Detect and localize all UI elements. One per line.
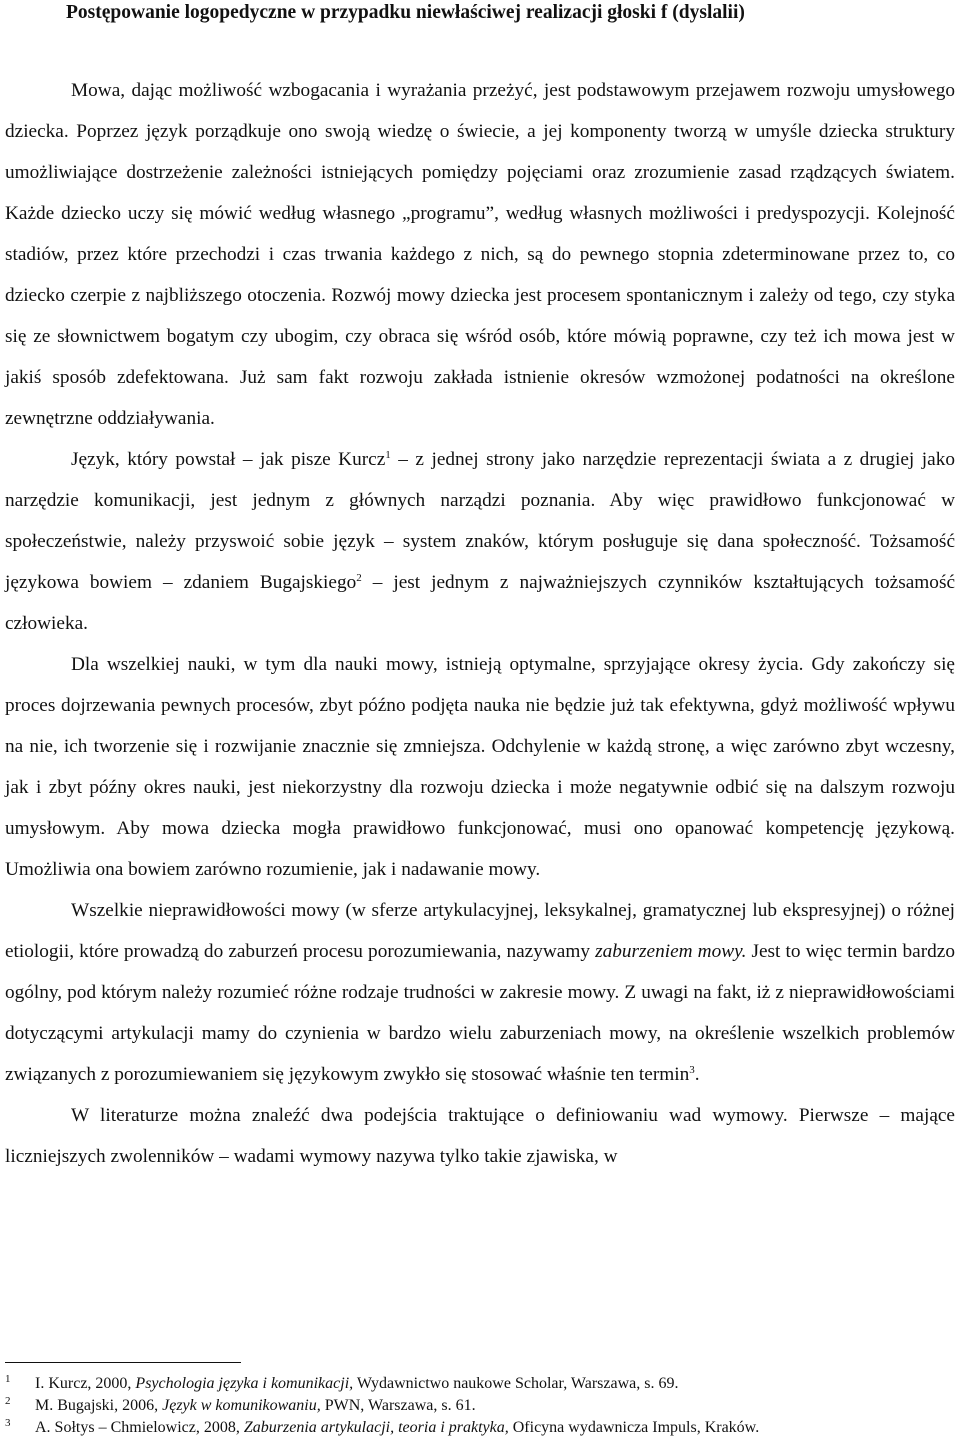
paragraph — [5, 1095, 955, 1177]
footnote-ref: 2 — [356, 572, 362, 584]
text-run: – jest jednym z najważniejszych czynników kształtujących tożsamość człowieka. — [5, 572, 956, 634]
footnote — [5, 1373, 955, 1395]
paragraph — [5, 890, 955, 1095]
text-run: M. Bugajski, 2006, — [35, 1397, 163, 1414]
footnote — [5, 1417, 955, 1439]
text-run: A. Sołtys – Chmielowicz, 2008, — [35, 1419, 244, 1436]
paragraph — [5, 644, 955, 890]
footnote-separator — [5, 1362, 241, 1363]
italic-text: zaburzeniem mowy. — [595, 941, 747, 962]
text-run: Mowa, dając możliwość wzbogacania i wyrażania przeżyć, jest podstawowym przejawem rozwoju umysłowego dziecka. Poprzez język porządkuje ono swoją wiedzę o świecie, a jej komponenty tworzą w umyśle dziecka struktury umożliwiające dostrzeżenie zależności istniejących pomiędzy pojęciami oraz zrozumienie zasad rządzących światem. Każde dziecko uczy się mówić według własnego „programu”, według własnych możliwości i predyspozycji. Kolejność stadiów, przez które przechodzi i czas trwania każdego z nich, są do pewnego stopnia zdeterminowane przez to, co dziecko czerpie z najbliższego otoczenia. Rozwój mowy dziecka jest procesem spontanicznym i zależy od tego, czy styka się ze słownictwem bogatym czy ubogim, czy obraca się wśród osób, które mówią poprawne, czy też ich mowa jest w jakiś sposób zdefektowana. Już sam fakt rozwoju zakłada istnienie okresów wzmożonej podatności na określone zewnętrzne oddziaływania. — [5, 80, 955, 429]
italic-text: Psychologia języka i komunikacji, — [135, 1375, 354, 1392]
footnote-ref: 1 — [385, 449, 391, 461]
footnotes — [5, 1373, 955, 1439]
document-body — [5, 70, 955, 1177]
footnote-ref: 3 — [689, 1064, 695, 1076]
text-run: – z jednej strony jako narzędzie reprezentacji świata a z drugiej jako narzędzie komunikacji, jest jednym z głównych narządzi poznania. Aby więc prawidłowo funkcjonować w społeczeństwie, należy przyswoić sobie język – system znaków, którym posługuje się dana społeczność. Tożsamość językowa bowiem – zdaniem Bugajskiego — [5, 449, 955, 593]
text-run: Wszelkie nieprawidłowości mowy (w sferze artykulacyjnej, leksykalnej, gramatycznej lub ekspresyjnej) o różnej etiologii, które prowadzą do zaburzeń procesu porozumiewania, nazywamy — [5, 900, 955, 962]
footnote-number: 3 — [5, 1417, 11, 1429]
paragraph — [5, 439, 955, 644]
footnote-number: 1 — [5, 1373, 11, 1385]
text-run: Oficyna wydawnicza Impuls, Kraków. — [508, 1419, 760, 1436]
text-run: Wydawnictwo naukowe Scholar, Warszawa, s. 69. — [353, 1375, 679, 1392]
text-run: Język, który powstał – jak pisze Kurcz — [71, 449, 386, 470]
footnote — [5, 1395, 955, 1417]
text-run: . — [694, 1064, 700, 1085]
text-run: PWN, Warszawa, s. 61. — [320, 1397, 476, 1414]
text-run: I. Kurcz, 2000, — [35, 1375, 136, 1392]
text-run: Jest to więc termin bardzo ogólny, pod którym należy rozumieć różne rodzaje trudności w zakresie mowy. Z uwagi na fakt, iż z nieprawidłowościami dotyczącymi artykulacji mamy do czynienia w bardzo wielu zaburzeniach mowy, na określenie wszelkich problemów związanych z porozumiewaniem się językowym zwykło się stosować właśnie ten termin — [5, 941, 955, 1085]
paragraph — [5, 70, 955, 439]
text-run: W literaturze można znaleźć dwa podejścia traktujące o definiowaniu wad wymowy. Pierwsze – mające liczniejszych zwolenników – wadami wymowy nazywa tylko takie zjawiska, w — [5, 1105, 955, 1167]
italic-text: Zaburzenia artykulacji, teoria i praktyka, — [243, 1419, 509, 1436]
page-title: Postępowanie logopedyczne w przypadku niewłaściwej realizacji głoski f (dyslalii) — [66, 2, 745, 23]
footnote-number: 2 — [5, 1395, 11, 1407]
italic-text: Język w komunikowaniu, — [162, 1397, 321, 1414]
text-run: Dla wszelkiej nauki, w tym dla nauki mowy, istnieją optymalne, sprzyjające okresy życia. Gdy zakończy się proces dojrzewania pewnych procesów, zbyt późno podjęta nauka nie będzie już tak efektywna, gdyż możliwość wpływu na nie, ich tworzenie się i rozwijanie znacznie się zmniejsza. Odchylenie w każdą stronę, a więc zarówno zbyt wczesny, jak i zbyt późny okres nauki, jest niekorzystny dla rozwoju dziecka i może negatywnie odbić się na dalszym rozwoju umysłowym. Aby mowa dziecka mogła prawidłowo funkcjonować, musi ono opanować kompetencję językową. Umożliwia ona bowiem zarówno rozumienie, jak i nadawanie mowy. — [5, 654, 955, 880]
